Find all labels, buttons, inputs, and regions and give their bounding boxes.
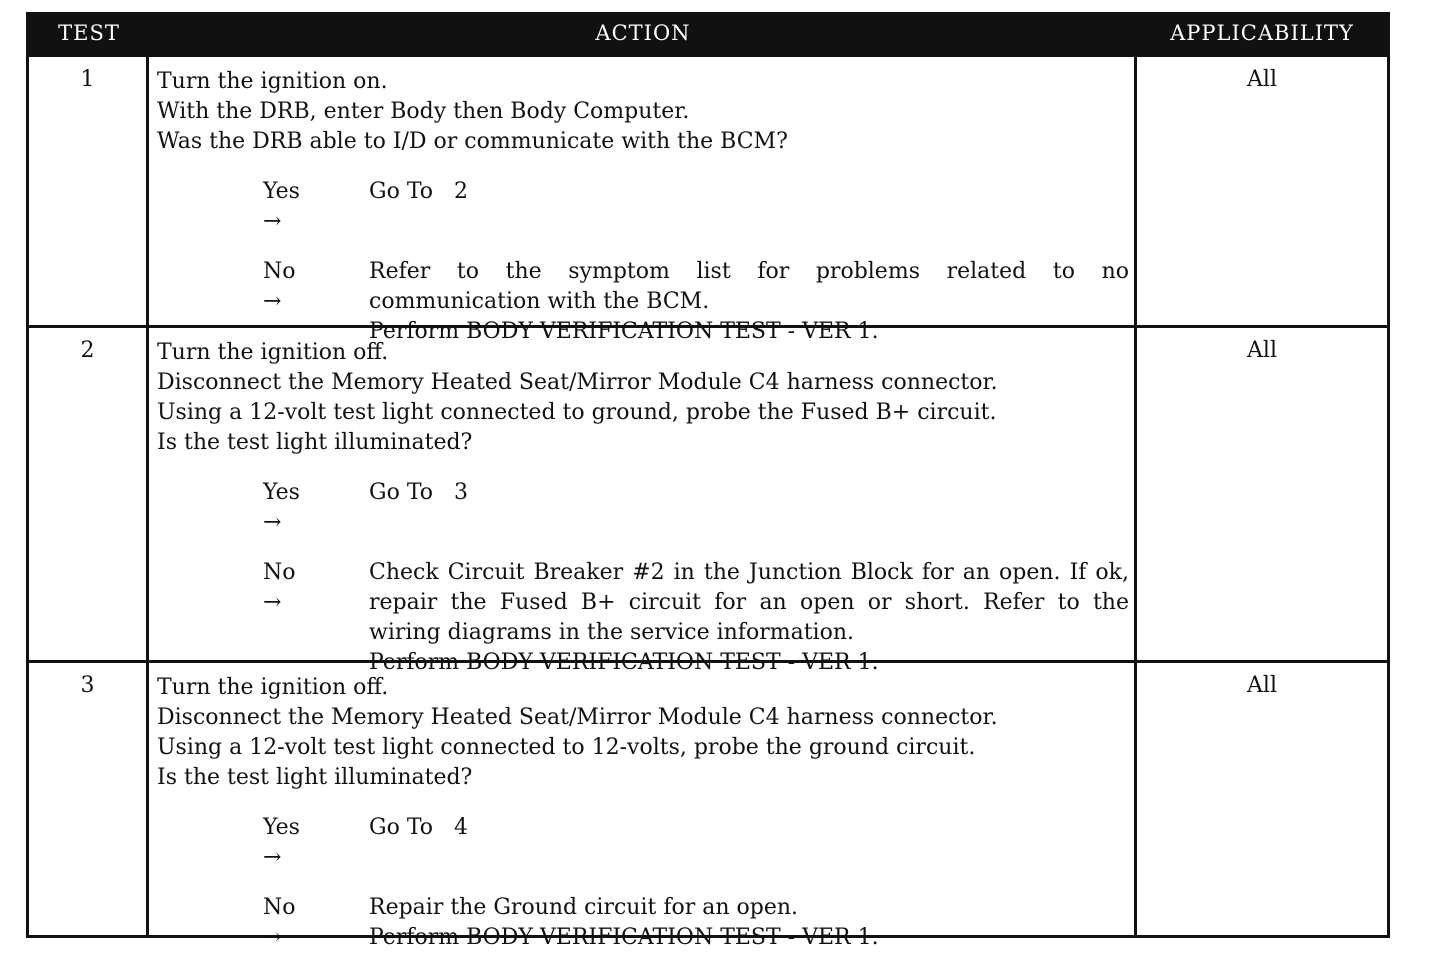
yes-answer [157,478,1130,538]
yes-answer [157,813,1130,873]
action-step: Turn the ignition on. [157,69,388,94]
no-label: No [263,560,296,585]
test-number: 2 [29,328,149,660]
arrow-icon: → [263,510,282,535]
action-cell [149,57,1137,344]
action-cell [149,328,1137,675]
applicability-value: All [1247,338,1277,363]
header-action: ACTION [595,21,691,45]
no-label: No [263,895,296,920]
action-step: Turn the ignition off. [157,340,389,365]
applicability-value: All [1247,673,1277,698]
arrow-icon: → [263,289,282,314]
yes-text: Go To 2 [369,179,468,204]
action-cell [149,663,1137,950]
action-step: Disconnect the Memory Heated Seat/Mirror Module C4 harness connector. [157,705,998,730]
no-text-block [369,893,1129,953]
test-row-3 [29,660,1387,950]
test-row-1 [29,54,1387,344]
no-text: Repair the Ground circuit for an open. [369,895,799,920]
header-applicability: APPLICABILITY [1170,21,1354,45]
arrow-icon: → [263,590,282,615]
diagnostic-test-table [26,12,1390,950]
no-answer [157,558,1130,678]
table-header [29,12,1387,54]
action-step: Is the test light illuminated? [157,765,473,790]
no-perform: Perform BODY VERIFICATION TEST - VER 1. [369,650,879,675]
action-step: Using a 12-volt test light connected to 12-volts, probe the ground circuit. [157,735,976,760]
test-number: 1 [29,57,149,325]
no-perform: Perform BODY VERIFICATION TEST - VER 1. [369,319,879,344]
yes-text: Go To 4 [369,815,468,840]
yes-label: Yes [263,480,300,505]
arrow-icon: → [263,845,282,870]
action-step: Turn the ignition off. [157,675,389,700]
action-step: With the DRB, enter Body then Body Computer. [157,99,690,124]
yes-label: Yes [263,179,300,204]
action-step: Was the DRB able to I/D or communicate with the BCM? [157,129,788,154]
test-row-2 [29,325,1387,675]
yes-answer [157,177,1130,237]
no-answer [157,893,1130,953]
action-step: Disconnect the Memory Heated Seat/Mirror Module C4 harness connector. [157,370,998,395]
arrow-icon: → [263,209,282,234]
yes-text: Go To 3 [369,480,468,505]
action-step: Using a 12-volt test light connected to ground, probe the Fused B+ circuit. [157,400,997,425]
yes-label: Yes [263,815,300,840]
no-label: No [263,259,296,284]
test-number: 3 [29,663,149,935]
no-perform: Perform BODY VERIFICATION TEST - VER 1. [369,925,879,950]
action-step: Is the test light illuminated? [157,430,473,455]
applicability-value: All [1247,67,1277,92]
no-text: Check Circuit Breaker #2 in the Junction Block for an open. If ok, repair the Fused B+ circuit for an open or short. Refer to the wiring diagrams in the service information. [369,560,1129,645]
arrow-icon: → [263,925,282,950]
header-test: TEST [58,21,120,45]
no-text-block [369,558,1129,678]
no-text: Refer to the symptom list for problems related to no communication with the BCM. [369,259,1129,314]
